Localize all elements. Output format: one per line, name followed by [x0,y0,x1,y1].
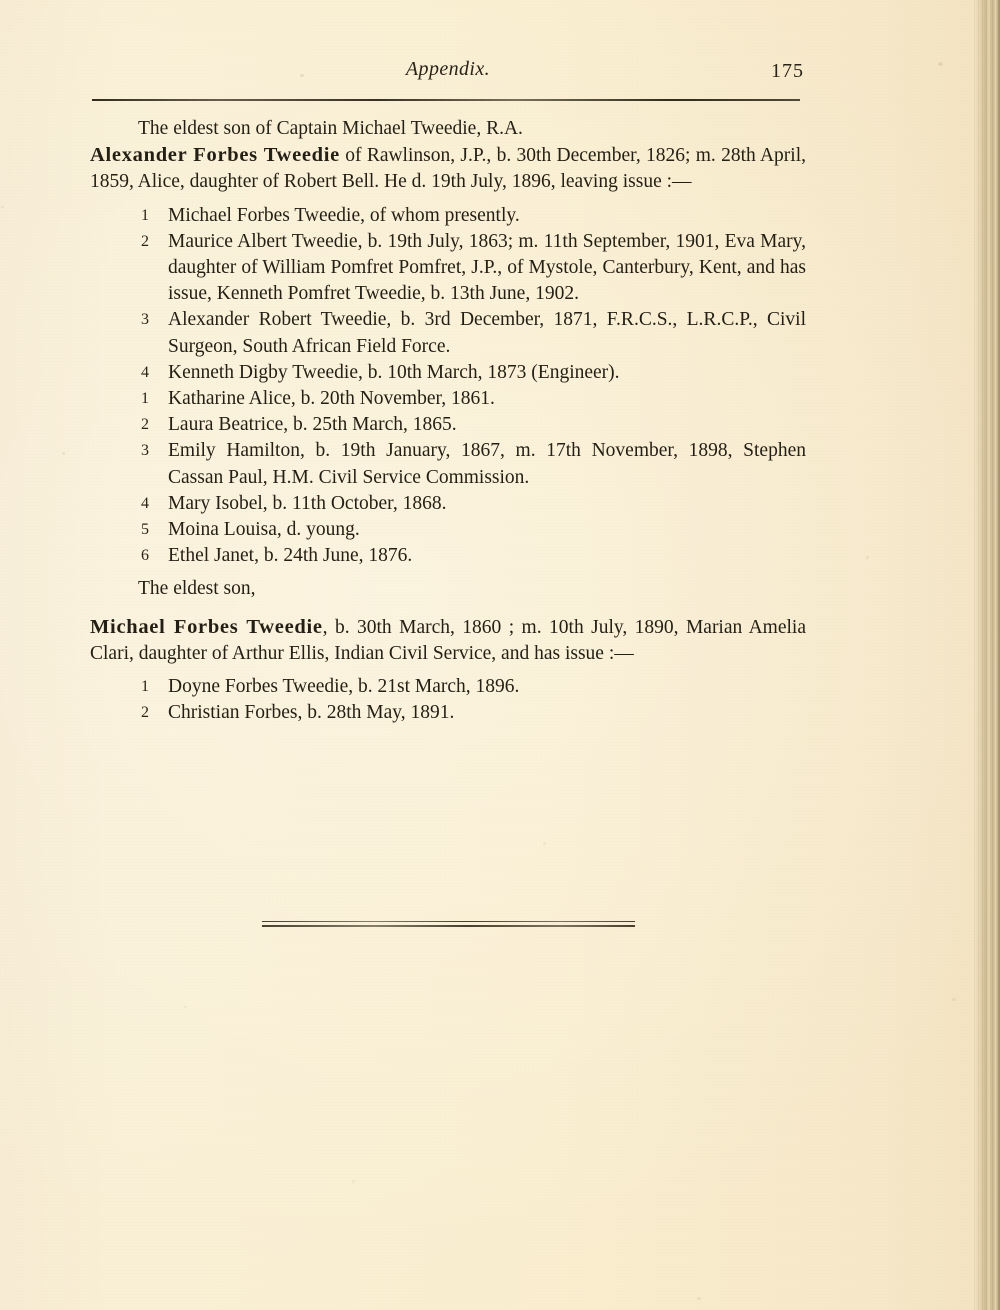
list-item-number: 3 [141,311,149,329]
paper-speck [543,842,546,845]
spacer [90,603,806,614]
rule-line-bottom [262,925,635,927]
list-item-number: 2 [141,704,149,722]
entry-alexander-forbes-tweedie [90,142,806,195]
spacer [90,196,806,203]
running-head: Appendix. [405,58,491,80]
paper-speck [62,452,65,455]
list-item [90,491,806,517]
list-item [90,386,806,412]
daughters-issue-list [90,386,806,569]
list-item-number: 6 [141,547,149,565]
list-item-text: Doyne Forbes Tweedie, b. 21st March, 1896. [168,676,520,698]
list-item [90,517,806,543]
list-item-number: 2 [141,232,149,250]
entry-lede-name: Michael Forbes Tweedie [90,615,323,638]
list-item [90,203,806,229]
entry-body-text: of Rawlinson, J.P., b. 30th December, 1826; m. 28th April, 1859, Alice, daughter of Robert Bell. He d. 19th July, 1896, leaving issue :— [90,145,806,193]
list-item [90,412,806,438]
page-body-text [90,116,806,726]
list-item-text: Katharine Alice, b. 20th November, 1861. [168,388,495,410]
paper-speck [352,1180,355,1183]
book-binding-edge [974,0,1000,1310]
paper-speck [1,206,4,208]
page-header [92,58,804,92]
spacer [90,569,806,576]
list-item-number: 1 [141,206,149,224]
list-item [90,543,806,569]
paper-speck [697,1297,701,1300]
paper-speck [184,1006,187,1008]
entry-lede-name: Alexander Forbes Tweedie [90,144,340,167]
list-item-number: 3 [141,442,149,460]
list-item-text: Alexander Robert Tweedie, b. 3rd December, 1871, F.R.C.S., L.R.C.P., Civil Surgeon, South African Field Force. [168,309,806,357]
page-number: 175 [771,60,804,82]
list-item-text: Ethel Janet, b. 24th June, 1876. [168,545,413,567]
entry-michael-forbes-tweedie [90,614,806,667]
list-item-text: Laura Beatrice, b. 25th March, 1865. [168,414,457,436]
list-item [90,307,806,359]
list-item-text: Michael Forbes Tweedie, of whom presently. [168,204,520,226]
list-item-text: Moina Louisa, d. young. [168,519,360,541]
rule-line-top [262,921,635,922]
intro-paragraph: The eldest son of Captain Michael Tweedie, R.A. [138,118,523,139]
eldest-son-line: The eldest son, [138,578,256,600]
section-end-double-rule [262,921,635,927]
list-item [90,229,806,308]
spacer [90,667,806,674]
paper-speck [938,62,943,66]
list-item-number: 1 [141,678,149,696]
list-item-text: Mary Isobel, b. 11th October, 1868. [168,492,447,514]
entry-body-text: , b. 30th March, 1860 ; m. 10th July, 1890, Marian Amelia Clari, daughter of Arthur Ellis, Indian Civil Service, and has issue :— [90,616,806,664]
list-item-text: Maurice Albert Tweedie, b. 19th July, 1863; m. 11th September, 1901, Eva Mary, daughter of William Pomfret Pomfret, J.P., of Mystole, Canterbury, Kent, and has issue, Kenneth Pomfret Tweedie, b. 13th June, 1902. [168,230,806,305]
list-item-number: 2 [141,416,149,434]
list-item [90,360,806,386]
paper-speck [952,998,956,1001]
list-item-number: 4 [141,363,149,381]
list-item [90,674,806,700]
list-item-text: Emily Hamilton, b. 19th January, 1867, m. 17th November, 1898, Stephen Cassan Paul, H.M. Civil Service Commission. [168,440,806,488]
list-item-text: Christian Forbes, b. 28th May, 1891. [168,702,455,724]
list-item-text: Kenneth Digby Tweedie, b. 10th March, 1873 (Engineer). [168,361,620,383]
book-edge-striations [974,0,1000,1310]
list-item-number: 1 [141,390,149,408]
sons-issue-list [90,203,806,386]
header-divider-rule [92,99,800,101]
paper-speck [866,556,869,559]
list-item-number: 5 [141,521,149,539]
list-item-number: 4 [141,494,149,512]
list-item [90,438,806,490]
list-item [90,700,806,726]
grandchildren-issue-list [90,674,806,726]
